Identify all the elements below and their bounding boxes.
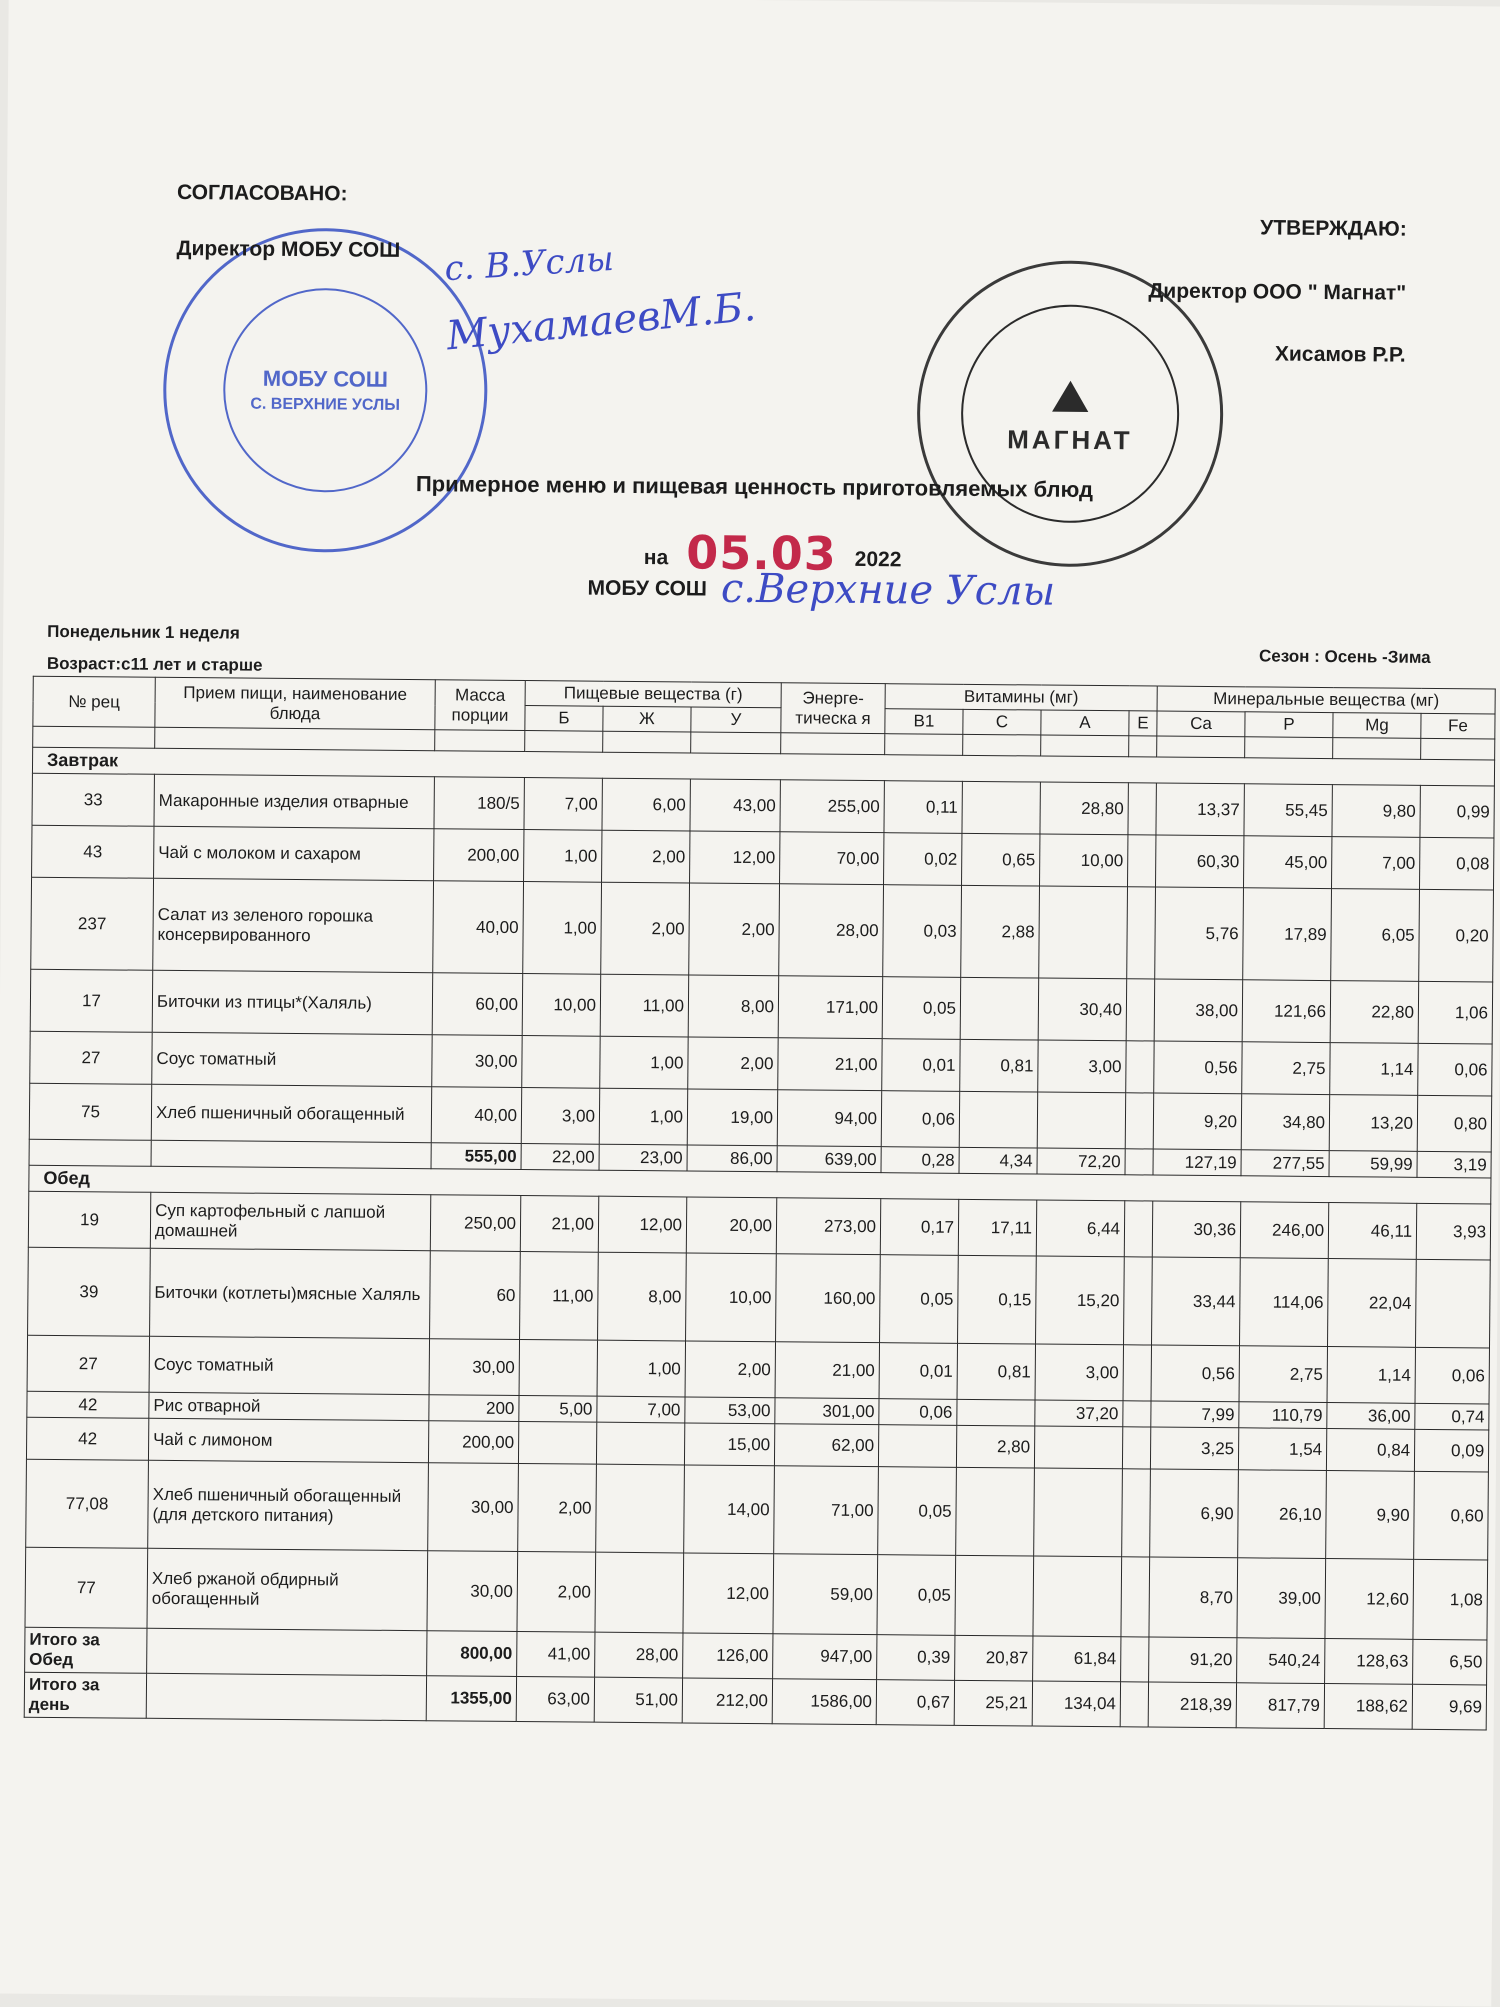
value-cell: 1,14: [1330, 1043, 1418, 1096]
value-cell: 71,00: [774, 1466, 879, 1555]
meta-season: Сезон : Осень -Зима: [1258, 646, 1431, 667]
col-nutrients: Пищевые вещества (г): [525, 681, 781, 708]
value-cell: 7,00: [597, 1396, 685, 1423]
value-cell: 9,80: [1332, 785, 1420, 838]
value-cell: 1,54: [1238, 1428, 1326, 1471]
value-cell: 6,00: [602, 778, 690, 831]
col-p: P: [1245, 712, 1333, 738]
value-cell: 6,44: [1036, 1200, 1124, 1257]
meta-age: Возраст:с11 лет и старше: [46, 653, 263, 675]
value-cell: 0,09: [1414, 1429, 1488, 1472]
value-cell: 2,00: [689, 883, 780, 976]
value-cell: 0,03: [883, 885, 962, 978]
table-row: [28, 1247, 1491, 1348]
value-cell: 20,00: [686, 1197, 777, 1254]
value-cell: 1,14: [1327, 1347, 1415, 1404]
value-cell: 1,08: [1413, 1559, 1488, 1640]
value-cell: 11,00: [520, 1252, 599, 1341]
value-cell: 171,00: [778, 976, 883, 1039]
value-cell: 2,80: [956, 1425, 1034, 1468]
approve-director: Директор ООО " Магнат": [1148, 279, 1407, 305]
value-cell: 51,00: [594, 1677, 682, 1723]
value-cell: 40,00: [431, 1087, 521, 1144]
value-cell: 62,00: [774, 1424, 878, 1467]
rec-no-cell: 27: [30, 1031, 152, 1084]
dish-name-cell: Хлеб пшеничный обогащенный (для детского питания): [148, 1460, 429, 1550]
section-lunch: Обед: [29, 1165, 1491, 1204]
value-cell: 2,00: [602, 830, 690, 883]
value-cell: 38,00: [1154, 979, 1243, 1042]
value-cell: [1039, 886, 1128, 979]
value-cell: 0,06: [1418, 1043, 1492, 1096]
value-cell: 6,05: [1331, 889, 1420, 982]
value-cell: [1128, 835, 1156, 887]
school-line: [587, 565, 1055, 615]
value-cell: 180/5: [434, 777, 524, 830]
value-cell: 41,00: [517, 1631, 595, 1677]
value-cell: 0,56: [1154, 1041, 1242, 1094]
value-cell: 39,00: [1237, 1558, 1326, 1639]
value-cell: [1120, 1682, 1148, 1727]
value-cell: 11,00: [600, 974, 689, 1037]
value-cell: 0,05: [882, 977, 961, 1040]
col-mg: Mg: [1333, 713, 1421, 739]
value-cell: 10,00: [1040, 834, 1128, 887]
value-cell: 19,00: [687, 1089, 778, 1146]
value-cell: 250,00: [430, 1195, 520, 1252]
value-cell: 0,02: [884, 833, 962, 886]
col-fat: Ж: [603, 706, 691, 732]
value-cell: 46,11: [1328, 1203, 1416, 1260]
value-cell: 273,00: [776, 1198, 880, 1255]
meta-day: Понедельник 1 неделя: [47, 621, 240, 643]
value-cell: 0,60: [1414, 1471, 1489, 1560]
value-cell: 2,75: [1239, 1346, 1327, 1403]
value-cell: 134,04: [1032, 1681, 1120, 1727]
value-cell: 30,00: [432, 1035, 522, 1088]
date-stamp: 05.03: [686, 525, 838, 581]
value-cell: 23,00: [599, 1144, 687, 1171]
value-cell: 3,93: [1416, 1203, 1491, 1260]
value-cell: 94,00: [777, 1090, 881, 1147]
value-cell: 127,19: [1153, 1149, 1241, 1176]
value-cell: 800,00: [427, 1631, 517, 1677]
value-cell: [1125, 1149, 1153, 1175]
value-cell: 13,37: [1156, 783, 1244, 836]
value-cell: 2,00: [517, 1551, 596, 1632]
value-cell: 12,00: [690, 831, 780, 884]
value-cell: [878, 1425, 956, 1468]
col-carbs: У: [691, 707, 781, 733]
rec-no-cell: 77: [25, 1547, 148, 1628]
value-cell: 26,10: [1238, 1470, 1327, 1559]
value-cell: [1121, 1557, 1150, 1637]
value-cell: [1416, 1259, 1491, 1348]
value-cell: [595, 1552, 684, 1633]
col-ca: Ca: [1157, 711, 1245, 737]
dish-name-cell: Хлеб пшеничный обогащенный: [151, 1084, 431, 1142]
value-cell: 5,76: [1155, 887, 1244, 980]
value-cell: 1,00: [600, 1036, 688, 1089]
value-cell: 53,00: [685, 1397, 775, 1424]
value-cell: 2,00: [685, 1341, 776, 1398]
value-cell: [1124, 1257, 1153, 1345]
value-cell: 255,00: [780, 780, 884, 833]
value-cell: 59,99: [1329, 1151, 1417, 1178]
col-e: Е: [1129, 711, 1157, 736]
value-cell: [959, 1091, 1037, 1148]
value-cell: 55,45: [1244, 784, 1332, 837]
value-cell: 33,44: [1152, 1257, 1241, 1346]
approve-name: Хисамов Р.Р.: [1274, 342, 1406, 367]
rec-no-cell: 17: [30, 969, 153, 1032]
school-label: МОБУ СОШ: [587, 576, 708, 601]
school-seal: МОБУ СОШ С. ВЕРХНИЕ УСЛЫ: [162, 227, 489, 554]
value-cell: 13,20: [1329, 1095, 1417, 1152]
rec-no-cell: Итого за день: [24, 1672, 146, 1718]
value-cell: 1,00: [597, 1340, 685, 1397]
value-cell: 12,00: [683, 1553, 774, 1634]
value-cell: 21,00: [778, 1038, 882, 1091]
dish-name-cell: Чай с молоком и сахаром: [154, 826, 434, 880]
value-cell: 188,62: [1324, 1684, 1412, 1730]
value-cell: 3,25: [1151, 1427, 1239, 1470]
value-cell: 6,50: [1413, 1639, 1487, 1685]
value-cell: 30,00: [428, 1463, 519, 1552]
value-cell: 17,89: [1243, 888, 1332, 981]
value-cell: 1,00: [524, 830, 602, 883]
signature-agreed-1: с. В.Услы: [443, 238, 615, 290]
table-row: [26, 1459, 1489, 1560]
col-a: А: [1041, 710, 1129, 736]
value-cell: 60,30: [1156, 835, 1244, 888]
value-cell: 8,00: [688, 975, 779, 1038]
value-cell: 0,15: [958, 1255, 1037, 1344]
approve-block: [1116, 215, 1407, 368]
value-cell: 0,39: [877, 1635, 955, 1681]
value-cell: 9,20: [1153, 1093, 1241, 1150]
dish-name-cell: [151, 1140, 431, 1168]
date-year: 2022: [854, 547, 902, 572]
value-cell: 2,00: [688, 1037, 778, 1090]
value-cell: 7,00: [1332, 837, 1420, 890]
value-cell: [1121, 1637, 1149, 1682]
value-cell: [1127, 887, 1156, 979]
rec-no-cell: 77,08: [26, 1459, 149, 1548]
value-cell: 0,81: [957, 1343, 1035, 1400]
value-cell: 3,00: [1035, 1344, 1123, 1401]
value-cell: 126,00: [683, 1633, 773, 1679]
rec-no-cell: 42: [27, 1391, 149, 1418]
dish-name-cell: Суп картофельный с лапшой домашней: [150, 1192, 430, 1250]
value-cell: 34,80: [1241, 1094, 1329, 1151]
agreed-block: [176, 181, 400, 263]
value-cell: 817,79: [1236, 1683, 1324, 1729]
value-cell: 0,17: [880, 1199, 958, 1256]
value-cell: 3,00: [1038, 1040, 1126, 1093]
value-cell: [1126, 979, 1155, 1041]
value-cell: 200,00: [428, 1421, 518, 1464]
value-cell: [596, 1422, 684, 1465]
value-cell: 110,79: [1239, 1402, 1327, 1429]
value-cell: 1355,00: [426, 1676, 516, 1722]
value-cell: 12,00: [598, 1196, 686, 1253]
value-cell: 9,69: [1412, 1684, 1486, 1730]
value-cell: 63,00: [516, 1676, 594, 1722]
value-cell: 1,06: [1418, 981, 1493, 1044]
value-cell: 40,00: [433, 881, 524, 974]
col-protein: Б: [525, 706, 603, 732]
value-cell: 2,75: [1242, 1042, 1330, 1095]
agreed-label: СОГЛАСОВАНО:: [176, 180, 348, 206]
value-cell: 15,20: [1036, 1256, 1125, 1345]
value-cell: 14,00: [684, 1465, 775, 1554]
value-cell: [596, 1464, 685, 1553]
value-cell: 30,00: [429, 1339, 519, 1396]
value-cell: 2,88: [961, 885, 1040, 978]
value-cell: [1125, 1093, 1154, 1149]
value-cell: 0,74: [1415, 1403, 1489, 1430]
value-cell: 277,55: [1241, 1150, 1329, 1177]
value-cell: 10,00: [686, 1253, 777, 1342]
document-title: Примерное меню и пищевая ценность приготовляемых блюд: [415, 471, 1094, 502]
value-cell: 2,00: [601, 882, 690, 975]
table-row: [25, 1547, 1488, 1640]
rec-no-cell: 237: [31, 877, 154, 970]
value-cell: [1122, 1427, 1150, 1469]
value-cell: 4,34: [959, 1147, 1037, 1174]
dish-name-cell: Хлеб ржаной обдирный обогащенный: [147, 1548, 428, 1630]
value-cell: [519, 1340, 597, 1397]
dish-name-cell: Биточки из птицы*(Халяль): [152, 970, 433, 1034]
rec-no-cell: 33: [32, 773, 154, 826]
menu-table: [24, 676, 1496, 1731]
dish-name-cell: [147, 1628, 427, 1675]
mountain-logo-icon: ⛰: [1050, 369, 1090, 422]
value-cell: 36,00: [1327, 1403, 1415, 1430]
rec-no-cell: 27: [27, 1335, 149, 1392]
value-cell: 8,70: [1149, 1557, 1238, 1638]
value-cell: [1033, 1556, 1122, 1637]
value-cell: 22,00: [521, 1144, 599, 1171]
value-cell: 21,00: [775, 1342, 879, 1399]
value-cell: 5,00: [519, 1395, 597, 1422]
agreed-director: Директор МОБУ СОШ: [176, 236, 401, 262]
value-cell: 61,84: [1033, 1636, 1121, 1682]
dish-name-cell: Рис отварной: [149, 1392, 429, 1420]
value-cell: 0,99: [1420, 785, 1494, 838]
col-rec-no: № рец: [33, 676, 155, 727]
value-cell: [518, 1421, 596, 1464]
value-cell: 1586,00: [772, 1679, 876, 1725]
dish-name-cell: Чай с лимоном: [148, 1418, 428, 1462]
value-cell: 43,00: [690, 779, 780, 832]
value-cell: 28,00: [595, 1632, 683, 1678]
value-cell: 9,90: [1326, 1471, 1415, 1560]
value-cell: [1123, 1345, 1152, 1401]
value-cell: [957, 1399, 1035, 1426]
signature-agreed-2: МухамаевМ.Б.: [444, 283, 758, 360]
value-cell: [1037, 1092, 1125, 1149]
dish-name-cell: Соус томатный: [149, 1336, 429, 1394]
value-cell: [956, 1467, 1035, 1556]
rec-no-cell: 19: [28, 1191, 150, 1248]
value-cell: 0,06: [1415, 1347, 1490, 1404]
rec-no-cell: 43: [32, 825, 154, 878]
rec-no-cell: 42: [26, 1417, 148, 1460]
value-cell: 17,11: [958, 1199, 1036, 1256]
value-cell: 947,00: [773, 1634, 877, 1680]
value-cell: [1126, 1041, 1154, 1093]
value-cell: 540,24: [1237, 1638, 1325, 1684]
col-b1: В1: [885, 709, 963, 735]
value-cell: 301,00: [775, 1398, 879, 1425]
value-cell: [522, 1036, 600, 1089]
col-meal-name: Прием пищи, наименование блюда: [155, 677, 435, 729]
value-cell: 555,00: [431, 1143, 521, 1170]
value-cell: 160,00: [776, 1254, 881, 1343]
value-cell: 0,05: [877, 1555, 956, 1636]
value-cell: 0,80: [1417, 1095, 1492, 1152]
value-cell: 0,06: [881, 1091, 959, 1148]
value-cell: 60,00: [432, 973, 523, 1036]
value-cell: 45,00: [1244, 836, 1332, 889]
value-cell: 28,00: [779, 884, 884, 977]
value-cell: [1034, 1468, 1123, 1557]
value-cell: 8,00: [598, 1252, 687, 1341]
section-breakfast: Завтрак: [32, 747, 1494, 786]
value-cell: 121,66: [1242, 980, 1331, 1043]
value-cell: [1128, 783, 1156, 835]
col-portion: Масса порции: [435, 680, 525, 731]
value-cell: 22,04: [1328, 1259, 1417, 1348]
value-cell: 0,05: [878, 1467, 957, 1556]
value-cell: [1122, 1469, 1151, 1557]
rec-no-cell: 75: [29, 1083, 151, 1140]
value-cell: 37,20: [1035, 1400, 1123, 1427]
rec-no-cell: 39: [28, 1247, 151, 1336]
value-cell: 218,39: [1148, 1682, 1236, 1728]
value-cell: 86,00: [687, 1145, 777, 1172]
value-cell: 60: [430, 1251, 521, 1340]
value-cell: 25,21: [954, 1680, 1032, 1726]
value-cell: [960, 977, 1039, 1040]
value-cell: 72,20: [1037, 1148, 1125, 1175]
value-cell: 639,00: [777, 1146, 881, 1173]
col-minerals: Минеральные вещества (мг): [1157, 686, 1495, 714]
col-energy: Энерге-тическа я: [781, 683, 885, 734]
date-prefix: на: [643, 546, 669, 570]
value-cell: 30,00: [427, 1551, 518, 1632]
value-cell: 0,20: [1419, 889, 1494, 982]
value-cell: 3,19: [1417, 1151, 1491, 1178]
value-cell: 91,20: [1149, 1637, 1237, 1683]
value-cell: 7,00: [524, 778, 602, 831]
value-cell: 200: [429, 1395, 519, 1422]
value-cell: 0,56: [1151, 1345, 1239, 1402]
value-cell: 20,87: [955, 1635, 1033, 1681]
value-cell: 212,00: [682, 1678, 772, 1724]
value-cell: 128,63: [1325, 1639, 1413, 1685]
value-cell: 28,80: [1040, 782, 1128, 835]
value-cell: 59,00: [773, 1554, 878, 1635]
value-cell: [1123, 1401, 1151, 1427]
value-cell: 15,00: [684, 1423, 774, 1466]
value-cell: 70,00: [780, 832, 884, 885]
value-cell: 0,67: [876, 1680, 954, 1726]
value-cell: [955, 1555, 1034, 1636]
value-cell: 21,00: [520, 1196, 598, 1253]
value-cell: 0,08: [1420, 837, 1494, 890]
value-cell: 114,06: [1240, 1258, 1329, 1347]
dish-name-cell: Макаронные изделия отварные: [154, 774, 434, 828]
value-cell: 0,01: [879, 1343, 957, 1400]
value-cell: 246,00: [1240, 1202, 1328, 1259]
value-cell: 200,00: [434, 829, 524, 882]
dish-name-cell: Соус томатный: [152, 1032, 432, 1086]
value-cell: 30,36: [1152, 1201, 1240, 1258]
value-cell: 0,28: [881, 1147, 959, 1174]
value-cell: 7,99: [1151, 1401, 1239, 1428]
value-cell: 0,65: [962, 833, 1040, 886]
value-cell: [962, 781, 1040, 834]
value-cell: 30,40: [1038, 978, 1127, 1041]
value-cell: [1124, 1201, 1153, 1257]
dish-name-cell: Биточки (котлеты)мясные Халяль: [150, 1248, 431, 1338]
value-cell: 10,00: [522, 974, 601, 1037]
dish-name-cell: [146, 1673, 426, 1720]
school-handwritten: с.Верхние Услы: [720, 565, 1056, 615]
value-cell: 0,11: [884, 781, 962, 834]
value-cell: 2,00: [518, 1463, 597, 1552]
company-seal: ⛰ МАГНАТ: [916, 259, 1225, 568]
rec-no-cell: [29, 1139, 151, 1166]
value-cell: 0,84: [1326, 1429, 1414, 1472]
rec-no-cell: Итого за Обед: [25, 1627, 147, 1673]
col-fe: Fe: [1421, 713, 1495, 739]
value-cell: 0,06: [879, 1399, 957, 1426]
value-cell: 0,05: [880, 1255, 959, 1344]
value-cell: 22,80: [1330, 981, 1419, 1044]
value-cell: 0,01: [882, 1039, 960, 1092]
value-cell: 6,90: [1150, 1469, 1239, 1558]
col-c: С: [963, 709, 1041, 735]
approve-label: УТВЕРЖДАЮ:: [1260, 216, 1407, 241]
value-cell: 3,00: [521, 1088, 599, 1145]
value-cell: 1,00: [599, 1088, 687, 1145]
value-cell: 1,00: [523, 882, 602, 975]
dish-name-cell: Салат из зеленого горошка консервированного: [153, 878, 434, 972]
value-cell: [1034, 1426, 1122, 1469]
col-vitamins: Витамины (мг): [885, 684, 1157, 711]
value-cell: 12,60: [1325, 1559, 1414, 1640]
value-cell: 0,81: [960, 1039, 1038, 1092]
table-row: [31, 877, 1494, 982]
